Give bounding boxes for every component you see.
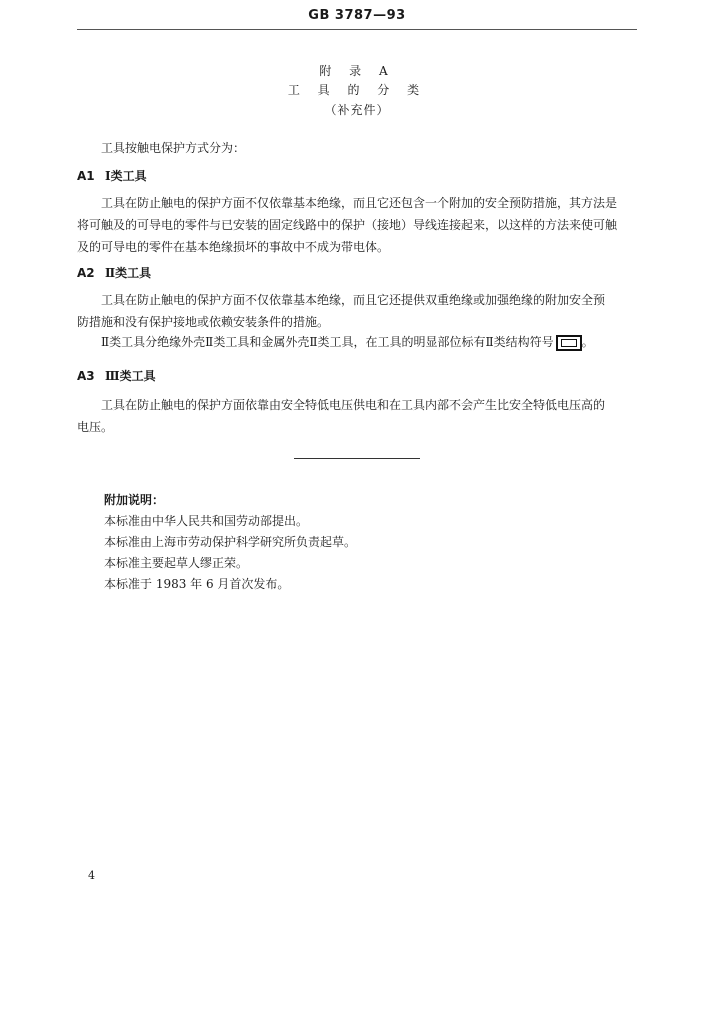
notes-line: 本标准由中华人民共和国劳动部提出。 <box>104 514 309 528</box>
section-a3-heading <box>77 367 156 384</box>
section-a2-paragraph-1 <box>77 289 637 333</box>
notes-line: 本标准于 1983 年 6 月首次发布。 <box>104 577 290 591</box>
section-a1-paragraph <box>77 192 637 258</box>
section-a3-paragraph <box>77 394 637 438</box>
section-number: A2 <box>77 266 95 280</box>
section-title: Ⅲ类工具 <box>105 369 156 383</box>
section-a2-paragraph-2 <box>77 331 637 353</box>
section-divider <box>294 458 420 459</box>
section-number: A3 <box>77 369 95 383</box>
class-ii-symbol-icon <box>556 335 582 351</box>
intro-paragraph <box>77 137 661 159</box>
notes-line: 本标准由上海市劳动保护科学研究所负责起草。 <box>104 535 357 549</box>
appendix-note: （补充件） <box>324 103 390 117</box>
paragraph-line: 防措施和没有保护接地或依赖安装条件的措施。 <box>77 315 330 329</box>
section-a2-heading <box>77 264 151 281</box>
class2-end-punct: 。 <box>581 335 594 349</box>
section-a1-heading <box>77 167 147 184</box>
paragraph-line: 工具在防止触电的保护方面不仅依靠基本绝缘，而且它还提供双重绝缘或加强绝缘的附加安全预 <box>101 293 606 307</box>
header-rule <box>77 29 637 30</box>
appendix-label: 附 录 A <box>319 64 395 78</box>
paragraph-line <box>77 331 637 353</box>
paragraph-line: 及的可导电的零件在基本绝缘损坏的事故中不成为带电体。 <box>77 240 390 254</box>
notes-line: 本标准主要起草人缪正荣。 <box>104 556 249 570</box>
section-title: Ⅰ类工具 <box>105 169 147 183</box>
paragraph-line: 将可触及的可导电的零件与已安装的固定线路中的保护（接地）导线连接起来，以这样的方法来使可触 <box>77 218 618 232</box>
paragraph-line: 工具在防止触电的保护方面不仅依靠基本绝缘，而且它还包含一个附加的安全预防措施，其方法是 <box>101 196 618 210</box>
section-title: Ⅱ类工具 <box>105 266 152 280</box>
additional-notes <box>104 490 356 595</box>
section-number: A1 <box>77 169 95 183</box>
paragraph-line: 电压。 <box>77 420 114 434</box>
intro-text: 工具按触电保护方式分为： <box>101 141 246 155</box>
paragraph-line: 工具在防止触电的保护方面依靠由安全特低电压供电和在工具内部不会产生比安全特低电压高的 <box>101 398 606 412</box>
notes-title: 附加说明： <box>104 493 165 507</box>
class2-text: Ⅱ类工具分绝缘外壳Ⅱ类工具和金属外壳Ⅱ类工具，在工具的明显部位标有Ⅱ类结构符号 <box>101 335 554 349</box>
page-number: 4 <box>88 869 95 882</box>
class-ii-symbol-inner <box>561 339 577 347</box>
appendix-title: 工 具 的 分 类 <box>287 83 427 97</box>
standard-code-header: GB 3787—93 <box>308 8 406 23</box>
